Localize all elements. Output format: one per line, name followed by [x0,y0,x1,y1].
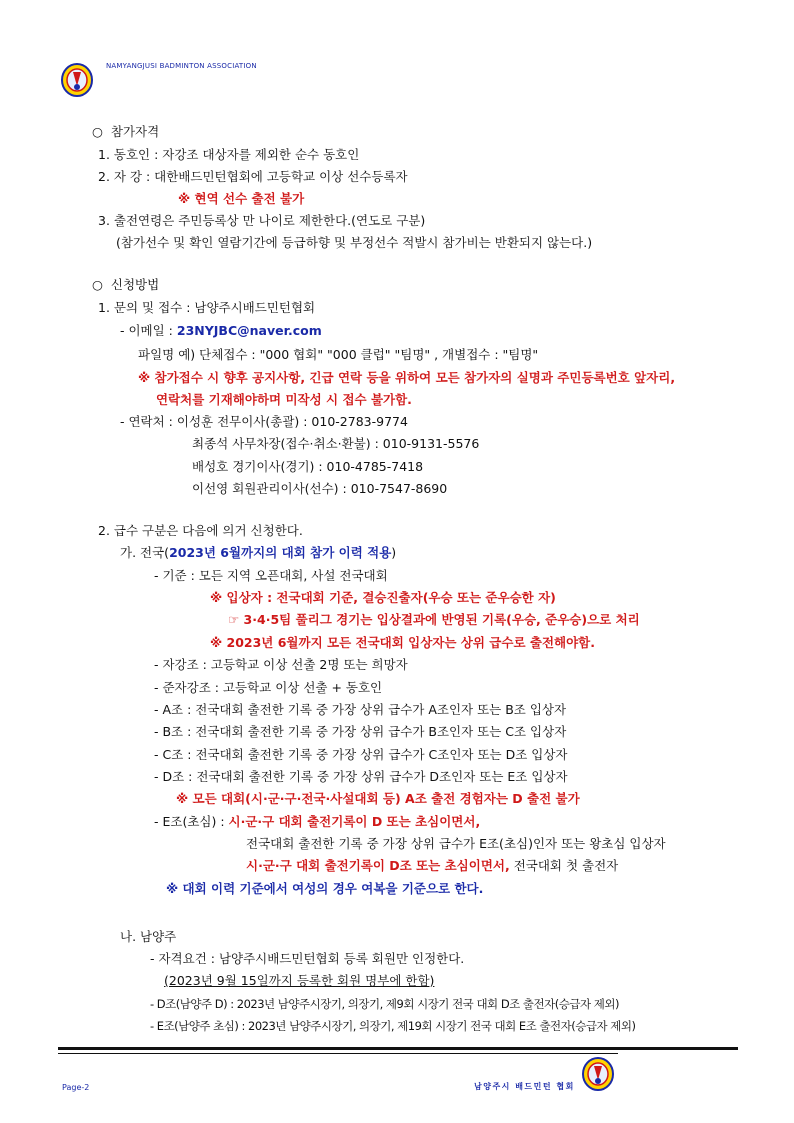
contact-line3: 배성호 경기이사(경기) : 010-4785-7418 [192,459,424,474]
requirement: - 자격요건 : 남양주시배드민턴협회 등록 회원만 인정한다. [150,951,465,966]
s2-item2: 2. 급수 구분은 다음에 의거 신청한다. [98,523,303,538]
footer-rule-thick [58,1047,738,1050]
female-note: ※ 대회 이력 기준에서 여성의 경우 여복을 기준으로 한다. [166,881,484,896]
group-b: - B조 : 전국대회 출전한 기록 중 가장 상위 급수가 B조인자 또는 C조 입상자 [154,724,567,739]
national-heading: 가. 전국(2023년 6월까지의 대회 참가 이력 적용) [120,545,397,560]
footer-org-name: 남양주시 배드민턴 협회 [474,1082,575,1091]
criteria-note2: ☞ 3·4·5팀 풀리그 경기는 입상결과에 반영된 기록(우승, 준우승)으로 처리 [228,612,640,627]
association-logo [60,62,94,98]
group-e: - E조(초심) : 시·군·구 대회 출전기록이 D 또는 초심이면서, [154,814,481,829]
group-c: - C조 : 전국대회 출전한 기록 중 가장 상위 급수가 C조인자 또는 D조 입상자 [154,747,568,762]
group-d-note: ※ 모든 대회(시·군·구·전국·사설대회 등) A조 출전 경험자는 D 출전 불가 [176,791,580,806]
footer-logo [580,1056,616,1092]
contact-line1: - 연락처 : 이성훈 전무이사(총괄) : 010-2783-9774 [120,414,408,429]
group-d-namyangju: - D조(남양주 D) : 2023년 남양주시장기, 의장기, 제9회 시장기 전국 대회 D조 출전자(승급자 제외) [150,997,619,1011]
association-name: NAMYANGJUSI BADMINTON ASSOCIATION [106,62,257,70]
email-line: - 이메일 : 23NYJBC@naver.com [120,323,322,338]
group-a: - A조 : 전국대회 출전한 기록 중 가장 상위 급수가 A조인자 또는 B조 입상자 [154,702,567,717]
s1-item1: 1. 동호인 : 자강조 대상자를 제외한 순수 동호인 [98,147,360,162]
group-e-line2: 전국대회 출전한 기록 중 가장 상위 급수가 E조(초심)인자 또는 왕초심 입상자 [246,836,666,851]
criteria-note1: ※ 입상자 : 전국대회 기준, 결승진출자(우승 또는 준우승한 자) [210,590,556,605]
contact-line2: 최종석 사무차장(접수·취소·환불) : 010-9131-5576 [192,436,480,451]
s2-item1: 1. 문의 및 접수 : 남양주시배드민턴협회 [98,300,316,315]
section-application [92,277,159,293]
section-title: 참가자격 [110,124,160,139]
group-d: - D조 : 전국대회 출전한 기록 중 가장 상위 급수가 D조인자 또는 E조 입상자 [154,769,568,784]
junjagang-group: - 준자강조 : 고등학교 이상 선출 + 동호인 [154,680,383,695]
contact-line4: 이선영 회원관리이사(선수) : 010-7547-8690 [192,481,448,496]
circle-bullet-icon: ○ [92,124,103,139]
warning-line2: 연락처를 기재해야하며 미작성 시 접수 불가함. [156,392,412,407]
s1-note: ※ 현역 선수 출전 불가 [178,191,305,206]
email-link[interactable]: 23NYJBC@naver.com [176,323,322,338]
s1-item3-note: (참가선수 및 확인 열람기간에 등급하향 및 부정선수 적발시 참가비는 반환되지 않는다.) [116,235,593,250]
criteria: - 기준 : 모든 지역 오픈대회, 사설 전국대회 [154,568,388,583]
circle-bullet-icon: ○ [92,277,103,292]
group-e-line3: 시·군·구 대회 출전기록이 D조 또는 초심이면서, 전국대회 첫 출전자 [246,858,619,873]
jagang-group: - 자강조 : 고등학교 이상 선출 2명 또는 희망자 [154,657,408,672]
criteria-note3: ※ 2023년 6월까지 모든 전국대회 입상자는 상위 급수로 출전해야함. [210,635,596,650]
s1-item2: 2. 자 강 : 대한배드민턴협회에 고등학교 이상 선수등록자 [98,169,408,184]
warning-line1: ※ 참가접수 시 향후 공지사항, 긴급 연락 등을 위하여 모든 참가자의 실명과 주민등록번호 앞자리, [138,370,676,385]
group-e-namyangju: - E조(남양주 초심) : 2023년 남양주시장기, 의장기, 제19회 시장기 전국 대회 E조 출전자(승급자 제외) [150,1019,636,1033]
section-title: 신청방법 [110,277,160,292]
footer-rule-thin [58,1053,618,1054]
page-number: Page-2 [62,1083,90,1092]
requirement-note: (2023년 9월 15일까지 등록한 회원 명부에 한함) [164,973,435,988]
section-participation [92,124,159,140]
s1-item3: 3. 출전연령은 주민등록상 만 나이로 제한한다.(연도로 구분) [98,213,426,228]
filename-example: 파일명 예) 단체접수 : "000 협회" "000 클럽" "팀명" , 개별접수 : "팀명" [138,347,539,362]
namyangju-heading: 나. 남양주 [120,929,177,944]
